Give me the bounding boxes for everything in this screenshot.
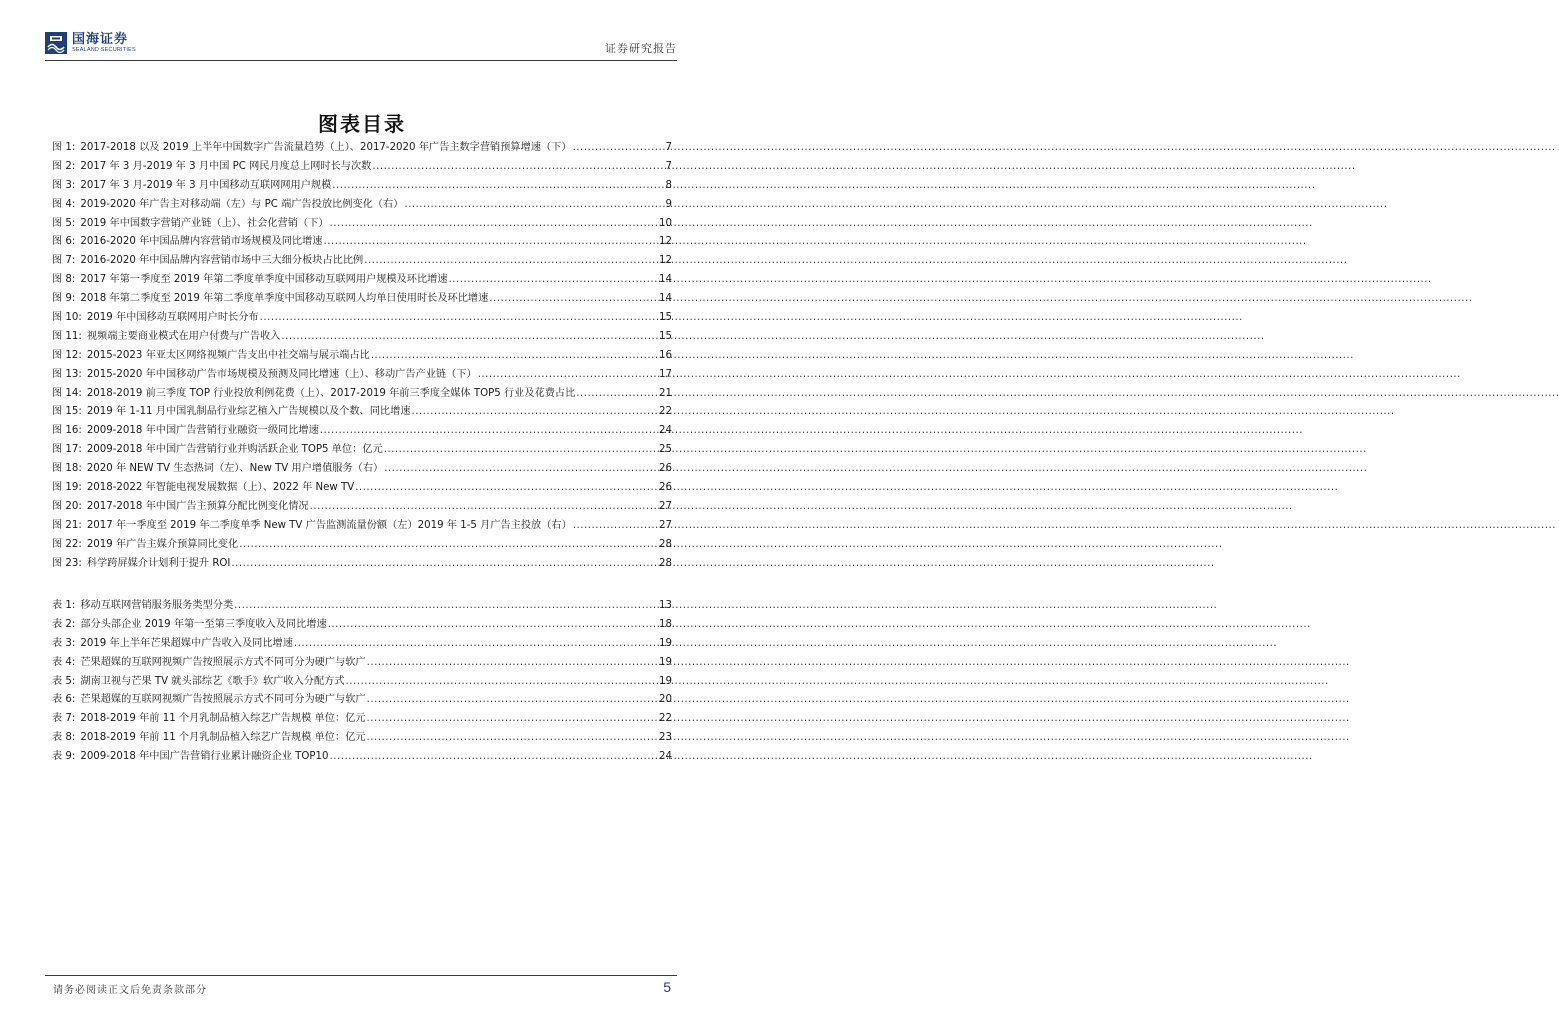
figure-entry-title: 2017 年 3 月-2019 年 3 月中国 PC 网民月度总上网时长与次数 [80, 160, 372, 172]
figure-entry-label: 图 5: [52, 217, 76, 229]
figure-entry-label: 图 20: [52, 500, 82, 512]
figure-entry-title: 2019-2020 年广告主对移动端（左）与 PC 端广告投放比例变化（右） [80, 198, 404, 210]
figure-entry-page: 22 [659, 406, 672, 418]
logo-english-name: SEALAND SECURITIES [72, 46, 136, 53]
table-entry-title: 2018-2019 年前 11 个月乳制品植入综艺广告规模 单位：亿元 [80, 713, 366, 725]
figure-entry-page: 26 [659, 482, 672, 494]
table-entry-label: 表 6: [52, 694, 76, 706]
figure-entry-label: 图 17: [52, 444, 82, 456]
table-entry-page: 19 [659, 656, 672, 668]
figure-entry[interactable] [52, 176, 672, 195]
table-entry-page: 23 [659, 732, 672, 744]
figure-entry[interactable] [52, 232, 672, 251]
table-entry-title: 部分头部企业 2019 年第一至第三季度收入及同比增速 [80, 618, 327, 630]
leader-dots [234, 600, 658, 611]
figure-entry-page: 14 [659, 293, 672, 305]
leader-dots [320, 425, 658, 436]
figure-entry-page: 28 [659, 538, 672, 550]
figure-entry-label: 图 4: [52, 198, 76, 210]
figure-index-list [52, 138, 672, 572]
figure-entry-title: 2015-2020 年中国移动广告市场规模及预测及同比增速（上）、移动广告产业链（下） [86, 368, 477, 380]
figure-entry-label: 图 14: [52, 387, 82, 399]
figure-entry-label: 图 21: [52, 519, 82, 531]
figure-entry[interactable] [52, 251, 672, 270]
table-entry-title: 芒果超媒的互联网视频广告按照展示方式不同可分为硬广与软广 [80, 694, 366, 706]
figure-entry-page: 9 [665, 198, 672, 210]
leader-dots [371, 350, 658, 361]
leader-dots [330, 751, 659, 762]
table-entry[interactable] [52, 672, 672, 691]
figure-entry-title: 2019 年广告主媒介预算同比变化 [86, 538, 239, 550]
page-number: 5 [663, 979, 671, 995]
leader-dots [372, 161, 664, 172]
figure-entry-label: 图 7: [52, 255, 76, 267]
table-entry-page: 22 [659, 713, 672, 725]
leader-dots [404, 199, 664, 210]
leader-dots [310, 501, 658, 512]
table-entry[interactable] [52, 615, 672, 634]
figure-entry-page: 27 [659, 519, 672, 531]
table-entry-title: 湖南卫视与芒果 TV 就头部综艺《歌手》软广收入分配方式 [80, 675, 345, 687]
figure-entry-title: 2017 年第一季度至 2019 年第二季度单季度中国移动互联网用户规模及环比增速 [80, 274, 448, 286]
figure-entry[interactable] [52, 554, 672, 573]
table-entry-label: 表 9: [52, 751, 76, 763]
figure-entry-page: 12 [659, 236, 672, 248]
figure-entry-label: 图 19: [52, 482, 82, 494]
leader-dots [449, 274, 658, 285]
figure-entry[interactable] [52, 535, 672, 554]
figure-entry-page: 24 [659, 425, 672, 437]
table-entry-label: 表 4: [52, 656, 76, 668]
figure-entry[interactable] [52, 421, 672, 440]
table-entry-page: 19 [659, 675, 672, 687]
figure-entry[interactable] [52, 289, 672, 308]
leader-dots [330, 218, 659, 229]
table-entry-page: 13 [659, 600, 672, 611]
figure-entry-title: 2019 年中国数字营销产业链（上）、社会化营销（下） [80, 217, 329, 229]
figure-entry-page: 17 [659, 368, 672, 380]
table-entry[interactable] [52, 634, 672, 653]
figure-entry-page: 7 [665, 142, 672, 153]
figure-entry-label: 图 22: [52, 538, 82, 550]
figure-entry-label: 图 8: [52, 274, 76, 286]
figure-entry[interactable] [52, 516, 672, 535]
figure-entry-label: 图 3: [52, 179, 76, 191]
figure-entry-page: 15 [659, 330, 672, 342]
figure-entry-label: 图 16: [52, 425, 82, 437]
table-entry-label: 表 1: [52, 600, 76, 611]
report-type-label: 证券研究报告 [605, 42, 677, 55]
figure-entry-page: 27 [659, 500, 672, 512]
company-logo [45, 32, 136, 54]
figure-entry-label: 图 18: [52, 463, 82, 475]
leader-dots [364, 255, 658, 266]
figure-entry-page: 8 [665, 179, 672, 191]
table-entry[interactable] [52, 596, 672, 615]
table-entry-page: 24 [659, 751, 672, 763]
leader-dots [294, 638, 658, 649]
table-entry-label: 表 5: [52, 675, 76, 687]
table-entry-label: 表 8: [52, 732, 76, 744]
figure-entry-label: 图 12: [52, 349, 82, 361]
figure-entry[interactable] [52, 270, 672, 289]
figure-entry-title: 2018 年第二季度至 2019 年第二季度单季度中国移动互联网人均单日使用时长及环比增速 [80, 293, 489, 305]
table-entry-label: 表 3: [52, 637, 76, 649]
leader-dots [384, 463, 658, 474]
figure-entry[interactable] [52, 478, 672, 497]
leader-dots [328, 619, 658, 630]
table-entry-title: 移动互联网营销服务服务类型分类 [80, 600, 234, 611]
figure-entry-label: 图 23: [52, 557, 82, 569]
leader-dots [332, 180, 664, 191]
leader-dots [346, 676, 659, 687]
figure-entry-title: 2017-2018 以及 2019 上半年中国数字广告流量趋势（上）、2017-2020 年广告主数字营销预算增速（下） [80, 142, 572, 153]
table-entry-label: 表 7: [52, 713, 76, 725]
leader-dots [355, 482, 658, 493]
table-entry-title: 2018-2019 年前 11 个月乳制品植入综艺广告规模 单位：亿元 [80, 732, 366, 744]
figure-entry[interactable] [52, 308, 672, 327]
leader-dots [281, 331, 658, 342]
leader-dots [260, 312, 658, 323]
figure-entry-label: 图 2: [52, 160, 76, 172]
figure-entry-page: 16 [659, 349, 672, 361]
leader-dots [323, 236, 658, 247]
figure-entry[interactable] [52, 138, 672, 157]
figure-entry[interactable] [52, 497, 672, 516]
table-entry[interactable] [52, 728, 672, 747]
leader-dots [367, 732, 658, 743]
leader-dots [231, 558, 658, 569]
figure-entry-page: 15 [659, 312, 672, 324]
table-entry-title: 2009-2018 年中国广告营销行业累计融资企业 TOP10 [80, 751, 329, 763]
figure-entry[interactable] [52, 402, 672, 421]
figure-entry-title: 2016-2020 年中国品牌内容营销市场规模及同比增速 [80, 236, 323, 248]
figure-entry-title: 2019 年 1-11 月中国乳制品行业综艺植入广告规模以及个数、同比增速 [86, 406, 411, 418]
figure-entry-title: 2020 年 NEW TV 生态热词（左）、New TV 用户增值服务（右） [86, 463, 384, 475]
leader-dots [239, 539, 658, 550]
figure-entry-title: 科学跨屏媒介计划利于提升 ROI [86, 557, 231, 569]
leader-dots [411, 406, 658, 417]
figure-entry-page: 26 [659, 463, 672, 475]
table-entry[interactable] [52, 653, 672, 672]
table-entry-page: 18 [659, 618, 672, 630]
page-header [45, 32, 677, 62]
figure-entry-title: 2009-2018 年中国广告营销行业并购活跃企业 TOP5 单位：亿元 [86, 444, 383, 456]
figure-entry-title: 2015-2023 年亚太区网络视频广告支出中社交端与展示端占比 [86, 349, 370, 361]
figure-entry-title: 2018-2019 前三季度 TOP 行业投放利例花费（上）、2017-2019 年前三季度全媒体 TOP5 行业及花费占比 [86, 387, 576, 399]
figure-entry-title: 2017 年一季度至 2019 年二季度单季 New TV 广告监测流量份额（左）2019 年 1-5 月广告主投放（右） [86, 519, 572, 531]
figure-entry-page: 25 [659, 444, 672, 456]
table-entry[interactable] [52, 709, 672, 728]
leader-dots [367, 694, 658, 705]
leader-dots [367, 713, 658, 724]
figure-entry[interactable] [52, 195, 672, 214]
table-entry-label: 表 2: [52, 618, 76, 630]
figure-entry[interactable] [52, 346, 672, 365]
table-entry[interactable] [52, 747, 672, 766]
figure-entry[interactable] [52, 157, 672, 176]
table-entry-page: 19 [659, 637, 672, 649]
figure-entry-page: 10 [659, 217, 672, 229]
figure-entry[interactable] [52, 440, 672, 459]
table-index-list [52, 596, 672, 766]
figure-entry-title: 2019 年中国移动互联网用户时长分布 [86, 312, 259, 324]
figure-entry-title: 2016-2020 年中国品牌内容营销市场中三大细分板块占比比例 [80, 255, 364, 267]
figure-entry-page: 7 [665, 160, 672, 172]
header-divider [45, 60, 677, 61]
figure-entry[interactable] [52, 459, 672, 478]
figure-entry-label: 图 11: [52, 330, 82, 342]
footer-divider [45, 975, 677, 976]
figure-entry-title: 2017 年 3 月-2019 年 3 月中国移动互联网网用户规模 [80, 179, 332, 191]
leader-dots [489, 293, 658, 304]
figure-entry-page: 21 [659, 387, 672, 399]
figure-entry-title: 2018-2022 年智能电视发展数据（上）、2022 年 New TV [86, 482, 355, 494]
logo-chinese-name: 国海证券 [72, 31, 129, 47]
page-title: 图表目录 [318, 112, 406, 136]
table-entry-title: 芒果超媒的互联网视频广告按照展示方式不同可分为硬广与软广 [80, 656, 366, 668]
figure-entry-title: 2009-2018 年中国广告营销行业融资一级同比增速 [86, 425, 319, 437]
figure-entry-label: 图 10: [52, 312, 82, 324]
leader-dots [478, 369, 658, 380]
leader-dots [576, 388, 658, 399]
figure-entry[interactable] [52, 384, 672, 403]
figure-entry-label: 图 13: [52, 368, 82, 380]
leader-dots [384, 444, 658, 455]
table-entry-page: 20 [659, 694, 672, 706]
figure-entry-title: 2017-2018 年中国广告主预算分配比例变化情况 [86, 500, 309, 512]
table-entry[interactable] [52, 690, 672, 709]
figure-entry[interactable] [52, 327, 672, 346]
leader-dots [367, 657, 658, 668]
figure-entry-page: 28 [659, 557, 672, 569]
figure-entry-page: 14 [659, 274, 672, 286]
figure-entry-label: 图 15: [52, 406, 82, 418]
figure-entry-label: 图 9: [52, 293, 76, 305]
sealand-logo-icon [45, 32, 67, 54]
figure-entry-page: 12 [659, 255, 672, 267]
leader-dots [573, 142, 665, 153]
figure-entry[interactable] [52, 214, 672, 233]
leader-dots [573, 520, 658, 531]
table-entry-title: 2019 年上半年芒果超媒中广告收入及同比增速 [80, 637, 293, 649]
figure-entry-title: 视频端主要商业模式在用户付费与广告收入 [86, 330, 281, 342]
figure-entry[interactable] [52, 365, 672, 384]
disclaimer-text: 请务必阅读正文后免责条款部分 [53, 985, 207, 996]
figure-entry-label: 图 1: [52, 142, 76, 153]
figure-entry-label: 图 6: [52, 236, 76, 248]
